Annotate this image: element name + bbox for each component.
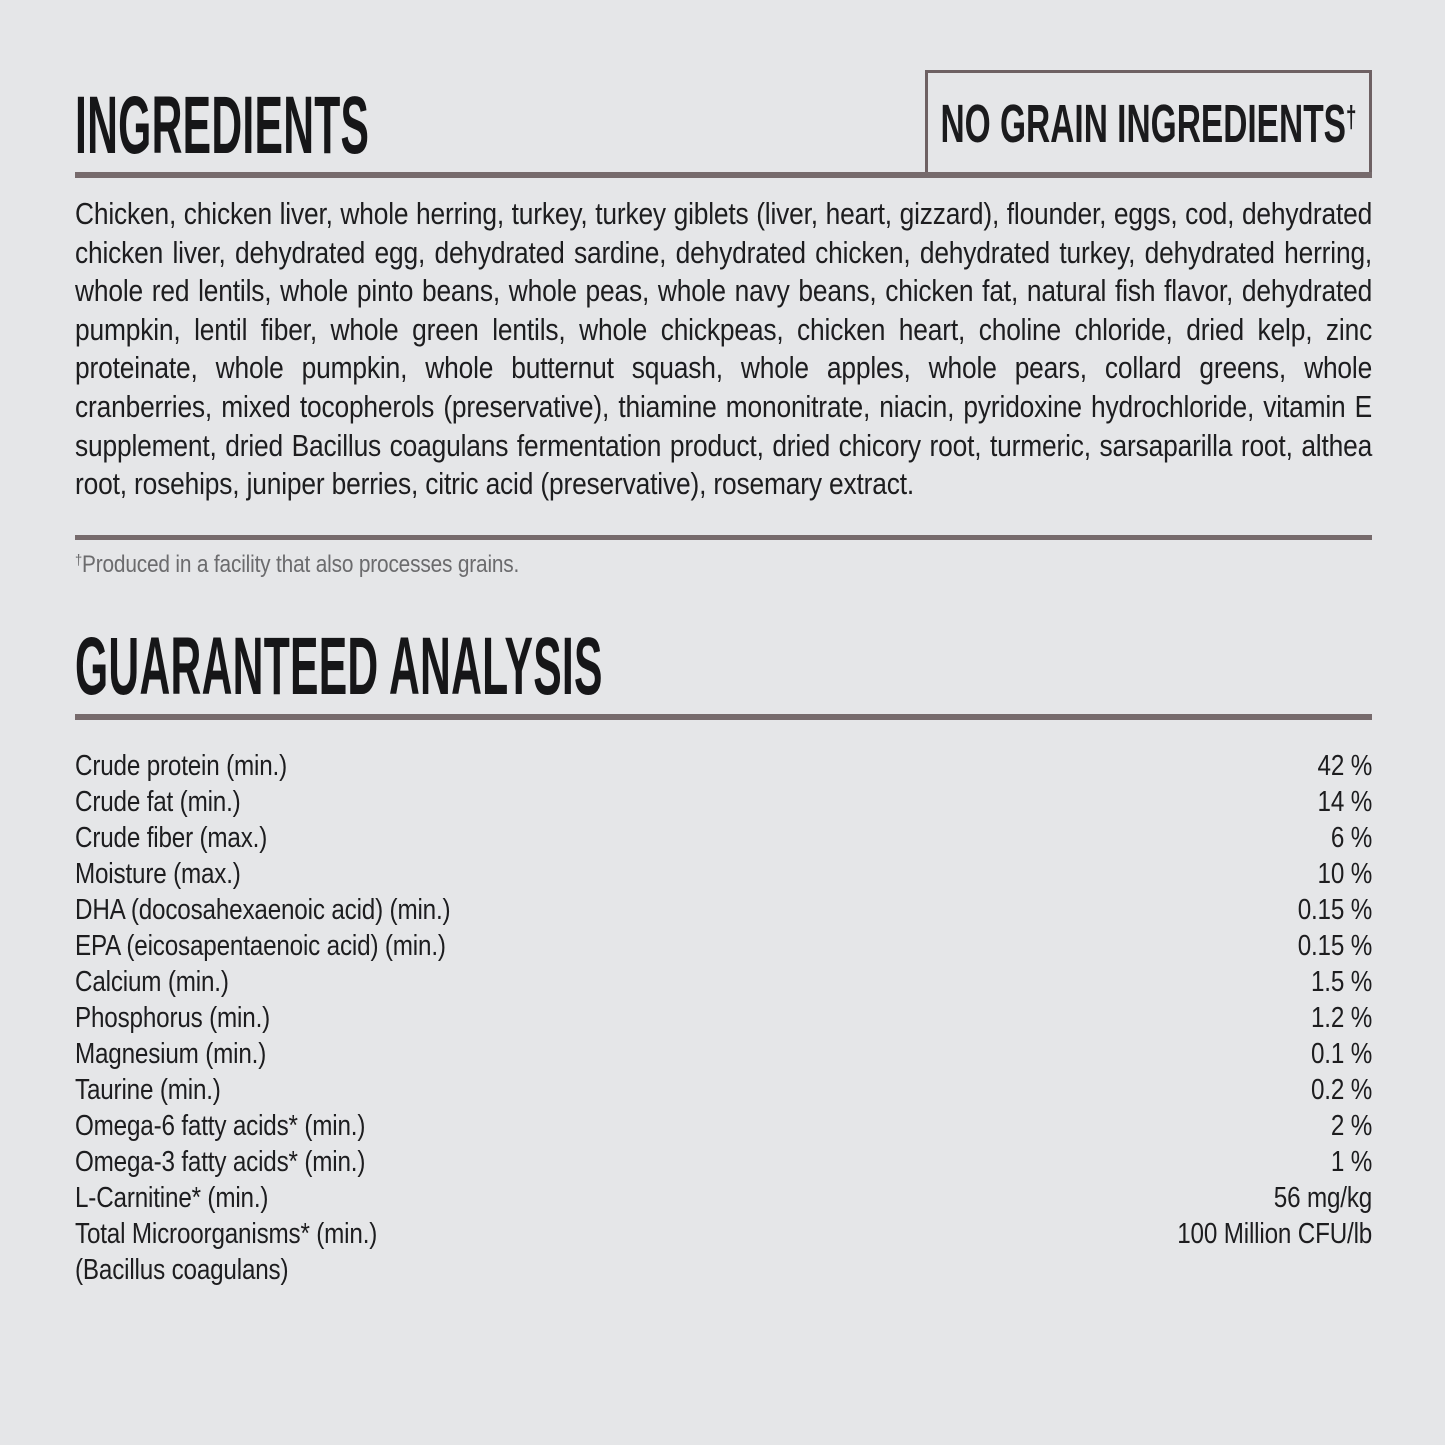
analysis-label: Phosphorus (min.) — [75, 1001, 271, 1034]
analysis-label: (Bacillus coagulans) — [75, 1253, 289, 1286]
analysis-row — [75, 964, 1372, 1000]
analysis-row — [75, 1180, 1372, 1216]
analysis-value: 0.2 % — [1310, 1073, 1373, 1106]
analysis-label: Crude fat (min.) — [75, 785, 241, 818]
analysis-label: Crude fiber (max.) — [75, 821, 268, 854]
grain-facility-footnote — [75, 550, 1372, 580]
no-grain-badge-text — [941, 93, 1357, 155]
analysis-label: Crude protein (min.) — [75, 749, 288, 782]
analysis-value: 10 % — [1317, 857, 1373, 890]
analysis-row — [75, 784, 1372, 820]
analysis-row — [75, 1072, 1372, 1108]
analysis-label: Magnesium (min.) — [75, 1037, 267, 1070]
analysis-label: Omega-3 fatty acids* (min.) — [75, 1145, 366, 1178]
footnote-text: Produced in a facility that also processes grains. — [82, 550, 520, 578]
analysis-label: Omega-6 fatty acids* (min.) — [75, 1109, 366, 1142]
analysis-label: Taurine (min.) — [75, 1073, 221, 1106]
analysis-row — [75, 1144, 1372, 1180]
analysis-row — [75, 1216, 1372, 1252]
no-grain-badge — [925, 70, 1372, 178]
analysis-label: EPA (eicosapentaenoic acid) (min.) — [75, 929, 446, 962]
analysis-row — [75, 928, 1372, 964]
analysis-divider-rule — [75, 714, 1372, 720]
analysis-row — [75, 892, 1372, 928]
dagger-superscript: † — [1346, 100, 1357, 134]
analysis-value: 42 % — [1317, 749, 1373, 782]
analysis-value: 0.15 % — [1297, 893, 1373, 926]
analysis-value: 56 mg/kg — [1273, 1181, 1373, 1214]
no-grain-badge-label: NO GRAIN INGREDIENTS — [940, 94, 1347, 154]
analysis-row — [75, 1108, 1372, 1144]
analysis-row — [75, 856, 1372, 892]
analysis-value: 6 % — [1330, 821, 1373, 854]
guaranteed-analysis-title-wrap — [75, 620, 1372, 712]
analysis-label: Calcium (min.) — [75, 965, 229, 998]
analysis-row — [75, 1252, 1372, 1288]
analysis-value: 0.1 % — [1310, 1037, 1373, 1070]
analysis-row — [75, 748, 1372, 784]
analysis-value: 1.5 % — [1310, 965, 1373, 998]
analysis-value: 0.15 % — [1297, 929, 1373, 962]
analysis-label: DHA (docosahexaenoic acid) (min.) — [75, 893, 451, 926]
analysis-row — [75, 820, 1372, 856]
ingredients-title-wrap — [75, 80, 641, 172]
analysis-value: 2 % — [1330, 1109, 1373, 1142]
analysis-label: L-Carnitine* (min.) — [75, 1181, 269, 1214]
ingredients-title: INGREDIENTS — [75, 80, 370, 172]
guaranteed-analysis-title: GUARANTEED ANALYSIS — [75, 620, 603, 712]
analysis-value: 14 % — [1317, 785, 1373, 818]
guaranteed-analysis-table — [75, 748, 1372, 1288]
analysis-label: Total Microorganisms* (min.) — [75, 1217, 378, 1250]
ingredients-paragraph: Chicken, chicken liver, whole herring, turkey, turkey giblets (liver, heart, gizzard), flounder, eggs, cod, dehydrated chicken liver, dehydrated egg, dehydrated sardine, dehydrated chicken, dehydrated turkey, dehydrated herring, whole red lentils, whole pinto beans, whole peas, whole navy beans, chicken fat, natural fish flavor, dehydrated pumpkin, lentil fiber, whole green lentils, whole chickpeas, chicken heart, choline chloride, dried kelp, zinc proteinate, whole pumpkin, whole butternut squash, whole apples, whole pears, collard greens, whole cranberries, mixed tocopherols (preservative), thiamine mononitrate, niacin, pyridoxine hydrochloride, vitamin E supplement, dried Bacillus coagulans fermentation product, dried chicory root, turmeric, sarsaparilla root, althea root, rosehips, juniper berries, citric acid (preservative), rosemary extract. — [75, 196, 1373, 502]
paragraph-divider-rule — [75, 535, 1372, 540]
analysis-row — [75, 1036, 1372, 1072]
footnote-dagger: † — [75, 551, 83, 569]
analysis-row — [75, 1000, 1372, 1036]
analysis-value: 1 % — [1330, 1145, 1373, 1178]
analysis-value: 1.2 % — [1310, 1001, 1373, 1034]
ingredients-divider-rule — [75, 172, 1372, 178]
analysis-value: 100 Million CFU/lb — [1177, 1217, 1373, 1250]
analysis-label: Moisture (max.) — [75, 857, 241, 890]
ingredients-header — [75, 0, 1372, 178]
